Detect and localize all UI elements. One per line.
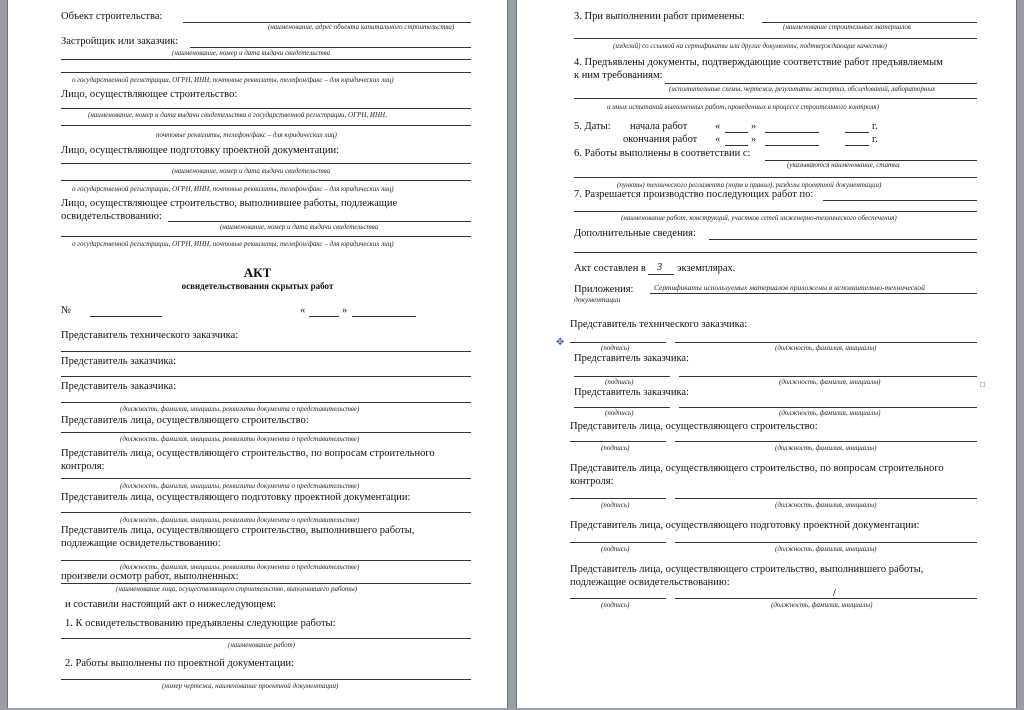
rep-control-label-2: контроля: <box>61 461 105 472</box>
rep-design-label: Представитель лица, осуществляющего подготовку проектной документации: <box>61 492 411 503</box>
designer-line-2[interactable] <box>61 180 471 181</box>
developer-line-3[interactable] <box>61 72 471 73</box>
item-5-label: 5. Даты: <box>574 121 611 132</box>
designer-caption-2: о государственной регистрации, ОГРН, ИНН, почтовые реквизиты, телефон/факс – для юридических лиц) <box>72 185 394 193</box>
rep-control-pos-caption: (должность, фамилия, инициалы) <box>775 501 877 509</box>
handwritten-mark: / <box>833 588 836 599</box>
rep-customer-2-sign-line[interactable] <box>574 407 670 408</box>
object-label: Объект строительства: <box>61 11 163 22</box>
rep-builder-pos-caption: (должность, фамилия, инициалы) <box>775 444 877 452</box>
rep-technical-customer-line[interactable] <box>61 351 471 352</box>
item-3-line-2[interactable] <box>574 38 977 39</box>
builder-caption-1: (наименование, номер и дата выдачи свидетельства о государственной регистрации, ОГРН, ИНН, <box>88 111 387 119</box>
rep-performer-label-2: подлежащие освидетельствованию: <box>61 538 221 549</box>
start-date-open-quote: « <box>715 121 721 132</box>
left-page <box>8 0 507 708</box>
end-day-field[interactable] <box>725 145 748 146</box>
item-1-label: 1. К освидетельствованию предъявлены следующие работы: <box>65 618 336 629</box>
item-6-caption-1: (указываются наименование, статьи <box>787 161 900 169</box>
rep-control-pos-line[interactable] <box>675 498 977 499</box>
item-4-caption-1: (исполнительные схемы, чертежи, результаты экспертиз, обследований, лабораторных <box>669 85 936 93</box>
rep-design-pos-caption: (должность, фамилия, инициалы) <box>775 545 877 553</box>
rep-builder-sign-caption: (подпись) <box>601 444 630 452</box>
item-7-line-1[interactable] <box>823 200 977 201</box>
rep-customer-label-2-r: Представитель заказчика: <box>574 387 689 398</box>
rep-builder-label-r: Представитель лица, осуществляющего строительство: <box>570 421 818 432</box>
act-number-label: № <box>61 305 72 316</box>
start-month-field[interactable] <box>765 132 819 133</box>
act-title: АКТ <box>243 265 272 280</box>
rep-performer-pos-caption: (должность, фамилия, инициалы) <box>771 601 873 609</box>
start-date-close-quote: » <box>751 121 757 132</box>
item-2-line[interactable] <box>61 679 471 680</box>
rep-performer-sign-caption: (подпись) <box>601 601 630 609</box>
act-date-month-field[interactable] <box>352 316 416 317</box>
builder-line-2[interactable] <box>61 125 471 126</box>
developer-line-1[interactable] <box>190 47 471 48</box>
rep-design-line[interactable] <box>61 512 471 513</box>
item-7-line-2[interactable] <box>574 211 977 212</box>
rep-customer-1-pos-line[interactable] <box>679 376 977 377</box>
designer-label: Лицо, осуществляющее подготовку проектной документации: <box>61 145 340 156</box>
rep-control-label-1: Представитель лица, осуществляющего строительство, по вопросам строительного <box>61 448 435 459</box>
rep-builder-sign-line[interactable] <box>570 441 666 442</box>
extra-info-line-2[interactable] <box>574 252 977 253</box>
rep-technical-customer-pos-caption: (должность, фамилия, инициалы) <box>775 344 877 352</box>
rep-customer-line-1[interactable] <box>61 376 471 377</box>
end-date-close-quote: » <box>751 134 757 145</box>
rep-customer-2-pos-line[interactable] <box>679 407 977 408</box>
item-1-caption: (наименование работ) <box>228 641 295 649</box>
inspected-label: произвели осмотр работ, выполненных: <box>61 571 239 582</box>
item-7-label: 7. Разрешается производство последующих работ по: <box>574 189 814 200</box>
end-year-suffix: г. <box>872 134 878 145</box>
item-2-caption: (номер чертежа, наименование проектной документации) <box>162 682 339 690</box>
rep-builder-pos-line[interactable] <box>675 441 977 442</box>
inspected-line[interactable] <box>61 583 471 584</box>
rep-design-caption: (должность, фамилия, инициалы, реквизиты документа о представительстве) <box>120 516 360 524</box>
rep-performer-line[interactable] <box>61 560 471 561</box>
item-4-caption-2: и иных испытаний выполненных работ, проведенных в процессе строительного контроля) <box>607 103 880 111</box>
attachments-label: Приложения: <box>574 284 634 295</box>
act-subtitle: освидетельствования скрытых работ <box>181 281 334 291</box>
item-4-line-2[interactable] <box>574 98 977 99</box>
rep-technical-customer-sign-line[interactable] <box>570 342 666 343</box>
copies-prefix: Акт составлен в <box>574 263 646 274</box>
rep-builder-label: Представитель лица, осуществляющего строительство: <box>61 415 309 426</box>
item-4-label-2: к ним требованиям: <box>574 70 663 81</box>
start-day-field[interactable] <box>725 132 748 133</box>
rep-technical-customer-label-r: Представитель технического заказчика: <box>570 319 748 330</box>
item-6-caption-2: (пункты) технического регламента (норм и правил), разделы проектной документации) <box>617 181 882 189</box>
table-resize-handle-icon[interactable]: □ <box>980 380 985 389</box>
rep-customer-caption: (должность, фамилия, инициалы, реквизиты документа о представительстве) <box>120 405 360 413</box>
rep-builder-caption: (должность, фамилия, инициалы, реквизиты документа о представительстве) <box>120 435 360 443</box>
rep-technical-customer-sign-caption: (подпись) <box>601 344 630 352</box>
rep-control-label-1-r: Представитель лица, осуществляющего строительство, по вопросам строительного <box>570 463 944 474</box>
rep-technical-customer-pos-line[interactable] <box>675 342 977 343</box>
builder-caption-2: почтовые реквизиты, телефон/факс – для юридических лиц) <box>156 131 337 139</box>
attachments-line[interactable] <box>650 293 977 294</box>
rep-customer-label-1: Представитель заказчика: <box>61 356 176 367</box>
developer-line-2[interactable] <box>61 59 471 60</box>
rep-performer-label-1: Представитель лица, осуществляющего строительство, выполнившего работы, <box>61 525 415 536</box>
extra-info-line-1[interactable] <box>709 239 977 240</box>
rep-technical-customer-label: Представитель технического заказчика: <box>61 330 239 341</box>
item-3-label: 3. При выполнении работ применены: <box>574 11 745 22</box>
table-move-handle-icon[interactable]: ✥ <box>556 337 565 348</box>
act-date-open-quote: « <box>300 305 306 316</box>
start-date-label: начала работ <box>630 121 688 132</box>
performer-label-1: Лицо, осуществляющее строительство, выполнившее работы, подлежащие <box>61 198 398 209</box>
rep-customer-1-sign-line[interactable] <box>574 376 670 377</box>
rep-design-sign-line[interactable] <box>570 542 666 543</box>
rep-control-sign-caption: (подпись) <box>601 501 630 509</box>
performer-line-2[interactable] <box>61 236 471 237</box>
item-6-line-2[interactable] <box>574 177 977 178</box>
end-year-field[interactable] <box>845 145 869 146</box>
rep-performer-pos-line[interactable] <box>675 598 977 599</box>
end-date-open-quote: « <box>715 134 721 145</box>
end-date-label: окончания работ <box>623 134 698 145</box>
builder-label: Лицо, осуществляющее строительство: <box>61 89 238 100</box>
designer-caption-1: (наименование, номер и дата выдачи свидетельства <box>172 167 331 175</box>
developer-caption-2: о государственной регистрации, ОГРН, ИНН, почтовые реквизиты, телефон/факс – для юридических лиц) <box>72 76 394 84</box>
copies-count[interactable]: 3 <box>657 262 663 273</box>
rep-customer-1-pos-caption: (должность, фамилия, инициалы) <box>779 378 881 386</box>
performer-caption-1: (наименование, номер и дата выдачи свидетельства <box>220 223 379 231</box>
rep-builder-line[interactable] <box>61 432 471 433</box>
inspected-caption: (наименование лица, осуществляющего строительство, выполнившего работы) <box>116 585 358 593</box>
rep-performer-sign-line[interactable] <box>570 598 666 599</box>
rep-customer-line-2[interactable] <box>61 402 471 403</box>
end-month-field[interactable] <box>765 145 819 146</box>
rep-design-label-r: Представитель лица, осуществляющего подготовку проектной документации: <box>570 520 920 531</box>
rep-customer-2-sign-caption: (подпись) <box>605 409 634 417</box>
developer-label: Застройщик или заказчик: <box>61 36 179 47</box>
right-page <box>517 0 1016 708</box>
performer-label-2: освидетельствованию: <box>61 211 162 222</box>
rep-control-caption: (должность, фамилия, инициалы, реквизиты документа о представительстве) <box>120 482 360 490</box>
rep-control-label-2-r: контроля: <box>570 476 614 487</box>
object-caption: (наименование, адрес объекта капитального строительства) <box>268 23 455 31</box>
rep-customer-1-sign-caption: (подпись) <box>605 378 634 386</box>
item-3-caption-1: (наименование строительных материалов <box>783 23 911 31</box>
attachments-text-1[interactable]: Сертификаты используемых материалов приложены в исполнительно-технической <box>654 283 925 292</box>
item-4-label-1: 4. Предъявлены документы, подтверждающие соответствие работ предъявляемым <box>574 57 943 68</box>
item-2-label: 2. Работы выполнены по проектной документации: <box>65 658 295 669</box>
rep-performer-caption: (должность, фамилия, инициалы, реквизиты документа о представительстве) <box>120 563 360 571</box>
performer-line-1[interactable] <box>168 221 471 222</box>
start-year-suffix: г. <box>872 121 878 132</box>
composed-text: и составили настоящий акт о нижеследующем: <box>65 599 276 610</box>
designer-line-1[interactable] <box>61 163 471 164</box>
rep-control-line[interactable] <box>61 478 471 479</box>
extra-info-label: Дополнительные сведения: <box>574 228 696 239</box>
item-4-line-1[interactable] <box>665 83 977 84</box>
developer-caption-1: (наименование, номер и дата выдачи свидетельства <box>172 49 331 57</box>
rep-performer-label-2-r: подлежащие освидетельствованию: <box>570 577 730 588</box>
rep-design-sign-caption: (подпись) <box>601 545 630 553</box>
item-1-line[interactable] <box>61 638 471 639</box>
performer-caption-2: о государственной регистрации, ОГРН, ИНН, почтовые реквизиты, телефон/факс – для юридических лиц) <box>72 240 394 248</box>
start-year-field[interactable] <box>845 132 869 133</box>
rep-customer-2-pos-caption: (должность, фамилия, инициалы) <box>779 409 881 417</box>
item-3-caption-2: (изделий) со ссылкой на сертификаты или другие документы, подтверждающие качество) <box>613 42 887 50</box>
attachments-text-2[interactable]: документации <box>574 295 621 304</box>
rep-design-pos-line[interactable] <box>675 542 977 543</box>
item-6-label: 6. Работы выполнены в соответствии с: <box>574 148 751 159</box>
rep-customer-label-2: Представитель заказчика: <box>61 381 176 392</box>
rep-control-sign-line[interactable] <box>570 498 666 499</box>
act-date-day-field[interactable] <box>309 316 339 317</box>
rep-customer-label-1-r: Представитель заказчика: <box>574 353 689 364</box>
item-7-caption: (наименование работ, конструкций, участков сетей инженерно-технического обеспечения) <box>621 214 897 222</box>
copies-field[interactable] <box>648 274 674 275</box>
act-date-close-quote: » <box>342 305 348 316</box>
builder-line-1[interactable] <box>61 108 471 109</box>
copies-suffix: экземплярах. <box>677 263 736 274</box>
rep-performer-label-1-r: Представитель лица, осуществляющего строительство, выполнившего работы, <box>570 564 924 575</box>
act-number-field[interactable] <box>90 316 162 317</box>
